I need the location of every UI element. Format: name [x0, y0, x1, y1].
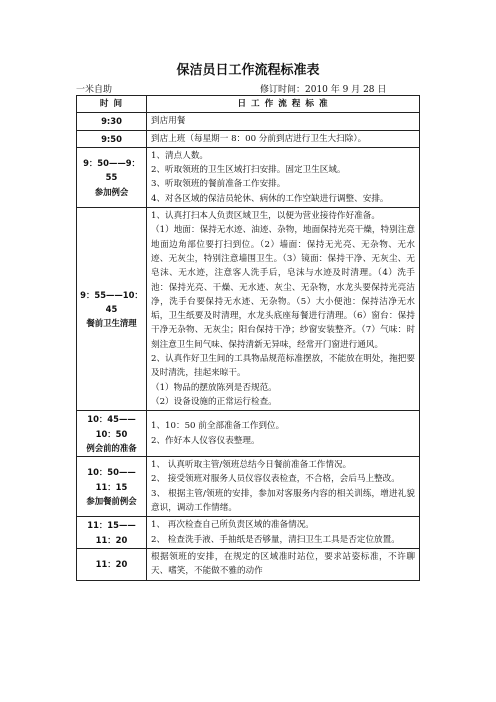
content-cell: [147, 548, 420, 580]
content-cell: [147, 113, 420, 130]
content-line: 1、 再次检查自己所负责区域的准备情况。: [151, 520, 314, 531]
content-line: 2、认真作好卫生间的工具物品规范标准摆放，不能放在明处，拖把要及时清洗，挂起来晾干。: [151, 354, 415, 379]
content-line: （1）地面：保持无水迹、油迹、杂物，地面保持光亮干燥，特别注意地面边角部位要打扫到位。（2）墙面：保持无光亮、无杂物、无水迹、无灰尘，特别注意墙围卫生。（3）镜面：保持干净、无灰尘、无皂沫、无水迹，注意客人洗手后，皂沫与水迹及时清理。（4）洗手池：保持光亮、干燥、无水迹、灰尘、无杂物，水龙头要保持光亮洁净，洗手台要保持无水迹、无杂物。（5）大小便池：保持洁净无水垢，卫生纸要及时清理，水龙头底座每餐进行清理。（6）窗台：保持干净无杂物、无灰尘；阳台保持干净；纱窗安装整齐。（7）气味：时刻注意卫生间气味、保持清新无异味，经常开门窗进行通风。: [151, 225, 415, 350]
step-name: 参加餐前例会: [86, 495, 137, 506]
content-line: 1、认真打扫本人负责区域卫生，以便为营业接待作好准备。: [151, 211, 380, 222]
time-cell: [77, 113, 147, 130]
content-line: 到店上班（每星期一 8：00 分前到店进行卫生大扫除）。: [151, 133, 367, 144]
table-header-row: [77, 96, 420, 113]
content-line: 2、听取领班的卫生区域打扫安排。固定卫生区域。: [151, 165, 346, 176]
company-name: 一米自助: [76, 85, 113, 95]
content-cell: [147, 457, 420, 517]
content-line: 2、作好本人仪容仪表整理。: [151, 435, 260, 446]
header-time: 时 间: [77, 96, 147, 113]
table-row: [77, 208, 420, 411]
time-cell: [77, 147, 147, 207]
content-cell: [147, 517, 420, 549]
content-cell: [147, 130, 420, 147]
time-range: 11：20: [95, 559, 128, 570]
content-line: 1、10：50 前全部准备工作到位。: [151, 421, 285, 432]
time-cell: [77, 411, 147, 457]
table-row: [77, 113, 420, 130]
table-row: [77, 548, 420, 580]
content-line: 1、 认真听取主管/领班总结今日餐前准备工作情况。: [151, 460, 352, 471]
content-cell: [147, 147, 420, 207]
content-cell: [147, 411, 420, 457]
time-cell: [77, 457, 147, 517]
header-content: 日 工 作 流 程 标 准: [147, 96, 420, 113]
content-line: 1、清点人数。: [151, 150, 209, 161]
step-name: 参加例会: [94, 186, 129, 197]
table-row: [77, 147, 420, 207]
workflow-table: [76, 95, 420, 581]
content-line: 2、 接受领班对服务人员仪容仪表检查，不合格，会后马上整改。: [151, 474, 400, 485]
time-range: 9:50: [101, 133, 122, 144]
content-line: 4、对各区域的保洁员轮休、病休的工作空缺进行调整、安排。: [151, 193, 389, 204]
content-line: （1）物品的摆放陈列是否规范。: [151, 382, 277, 393]
content-line: 根据领班的安排，在规定的区域准时站位，要求站姿标准，不许聊天、嗜笑，不能做不雅的动作: [151, 551, 415, 577]
meta-line: [76, 82, 420, 94]
step-name: 例会前的准备: [86, 442, 137, 453]
time-cell: [77, 517, 147, 549]
revision-date: 修订时间：2010 年 9 月 28 日: [260, 85, 387, 95]
table-row: [77, 457, 420, 517]
time-range: 9：50——9：55: [83, 158, 140, 183]
time-cell: [77, 548, 147, 580]
table-row: [77, 517, 420, 549]
content-line: 3、 根据主管/领班的安排，参加对客服务内容的相关训练，增进礼貌意识，调动工作情绪。: [151, 488, 415, 514]
time-cell: [77, 130, 147, 147]
time-range: 11：15——11：20: [87, 520, 136, 545]
time-range: 9:30: [101, 116, 122, 127]
table-row: [77, 411, 420, 457]
time-range: 10：50——11：15: [87, 467, 136, 492]
content-line: 2、 检查洗手液、手抽纸是否够量，清扫卫生工具是否定位放置。: [151, 534, 400, 545]
content-line: 3、听取领班的餐前准备工作安排。: [151, 179, 286, 190]
page-title: 保洁员日工作流程标准表: [176, 63, 320, 78]
time-range: 9：55——10：45: [80, 289, 143, 314]
content-line: 到店用餐: [151, 116, 186, 127]
content-line: （2）设备设施的正常运行检查。: [151, 396, 277, 407]
time-cell: [77, 208, 147, 411]
table-body: [77, 113, 420, 580]
step-name: 餐前卫生清理: [86, 318, 137, 329]
time-range: 10：45——10：50: [87, 414, 136, 439]
table-row: [77, 130, 420, 147]
content-cell: [147, 208, 420, 411]
